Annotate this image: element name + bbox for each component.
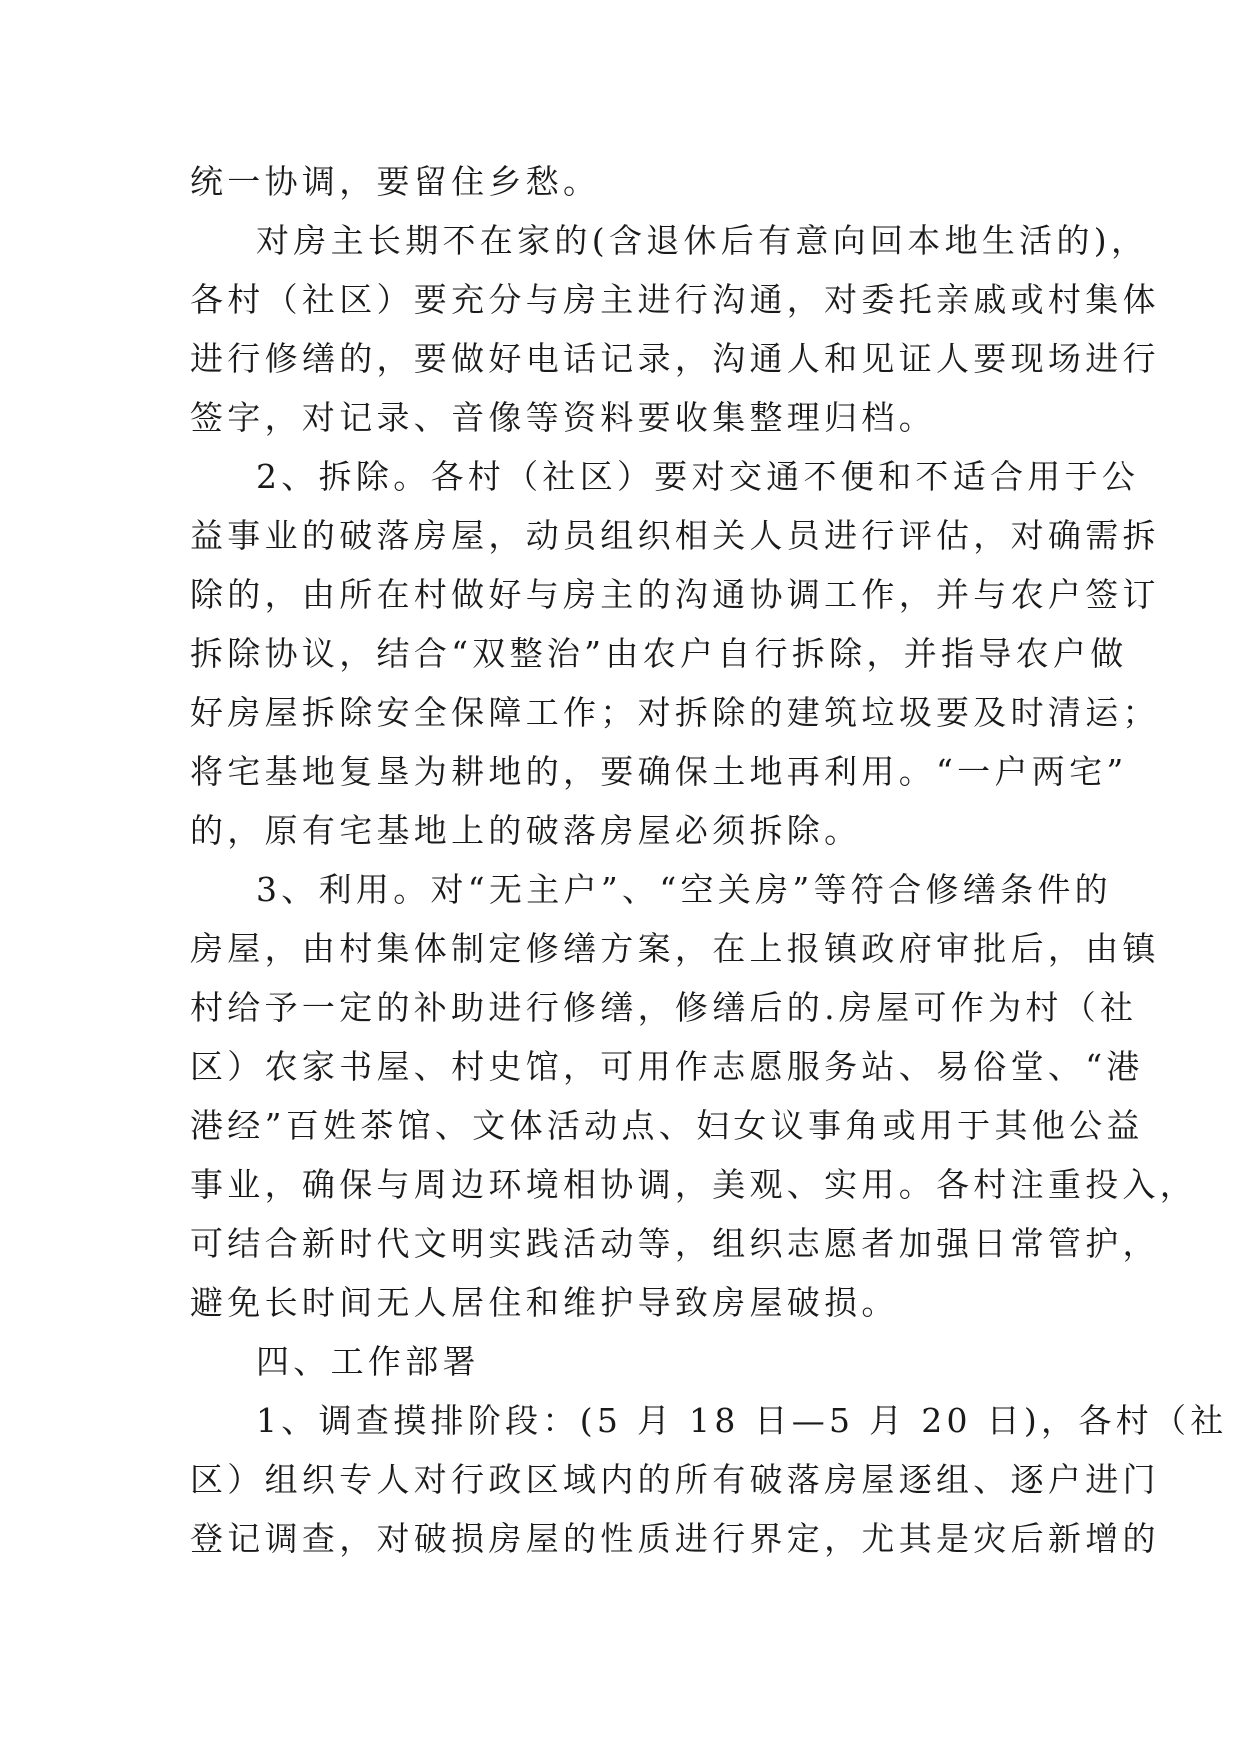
text-line: 港经”百姓茶馆、文体活动点、妇女议事角或用于其他公益 xyxy=(190,1106,1144,1145)
section-heading: 四、工作部署 xyxy=(256,1342,480,1381)
text-line: 事业，确保与周边环境相协调，美观、实用。各村注重投入， xyxy=(190,1165,1198,1204)
text-line: 1、调查摸排阶段：(5 月 18 日—5 月 20 日)，各村（社 xyxy=(256,1401,1228,1440)
text-line: 对房主长期不在家的(含退休后有意向回本地生活的)， xyxy=(256,221,1149,260)
text-line: 避免长时间无人居住和维护导致房屋破损。 xyxy=(190,1283,899,1322)
text-line: 将宅基地复垦为耕地的，要确保土地再利用。“一户两宅” xyxy=(190,752,1128,791)
text-line: 各村（社区）要充分与房主进行沟通，对委托亲戚或村集体 xyxy=(190,280,1160,319)
text-line: 的，原有宅基地上的破落房屋必须拆除。 xyxy=(190,811,862,850)
text-line: 拆除协议，结合“双整治”由农户自行拆除，并指导农户做 xyxy=(190,634,1128,673)
text-line: 统一协调，要留住乡愁。 xyxy=(190,162,601,201)
text-line: 进行修缮的，要做好电话记录，沟通人和见证人要现场进行 xyxy=(190,339,1160,378)
text-line: 签字，对记录、音像等资料要收集整理归档。 xyxy=(190,398,936,437)
text-line: 益事业的破落房屋，动员组织相关人员进行评估，对确需拆 xyxy=(190,516,1160,555)
text-line: 登记调查，对破损房屋的性质进行界定，尤其是灾后新增的 xyxy=(190,1519,1160,1558)
text-line: 村给予一定的补助进行修缮，修缮后的.房屋可作为村（社 xyxy=(190,988,1138,1027)
text-line: 区）农家书屋、村史馆，可用作志愿服务站、易俗堂、“港 xyxy=(190,1047,1144,1086)
text-line: 2、拆除。各村（社区）要对交通不便和不适合用于公 xyxy=(256,457,1140,496)
text-line: 房屋，由村集体制定修缮方案，在上报镇政府审批后，由镇 xyxy=(190,929,1160,968)
text-line: 好房屋拆除安全保障工作；对拆除的建筑垃圾要及时清运； xyxy=(190,693,1160,732)
document-page xyxy=(190,152,1228,1568)
text-line: 可结合新时代文明实践活动等，组织志愿者加强日常管护， xyxy=(190,1224,1160,1263)
text-line: 除的，由所在村做好与房主的沟通协调工作，并与农户签订 xyxy=(190,575,1160,614)
text-line: 区）组织专人对行政区域内的所有破落房屋逐组、逐户进门 xyxy=(190,1460,1160,1499)
text-line: 3、利用。对“无主户”、“空关房”等符合修缮条件的 xyxy=(256,870,1112,909)
